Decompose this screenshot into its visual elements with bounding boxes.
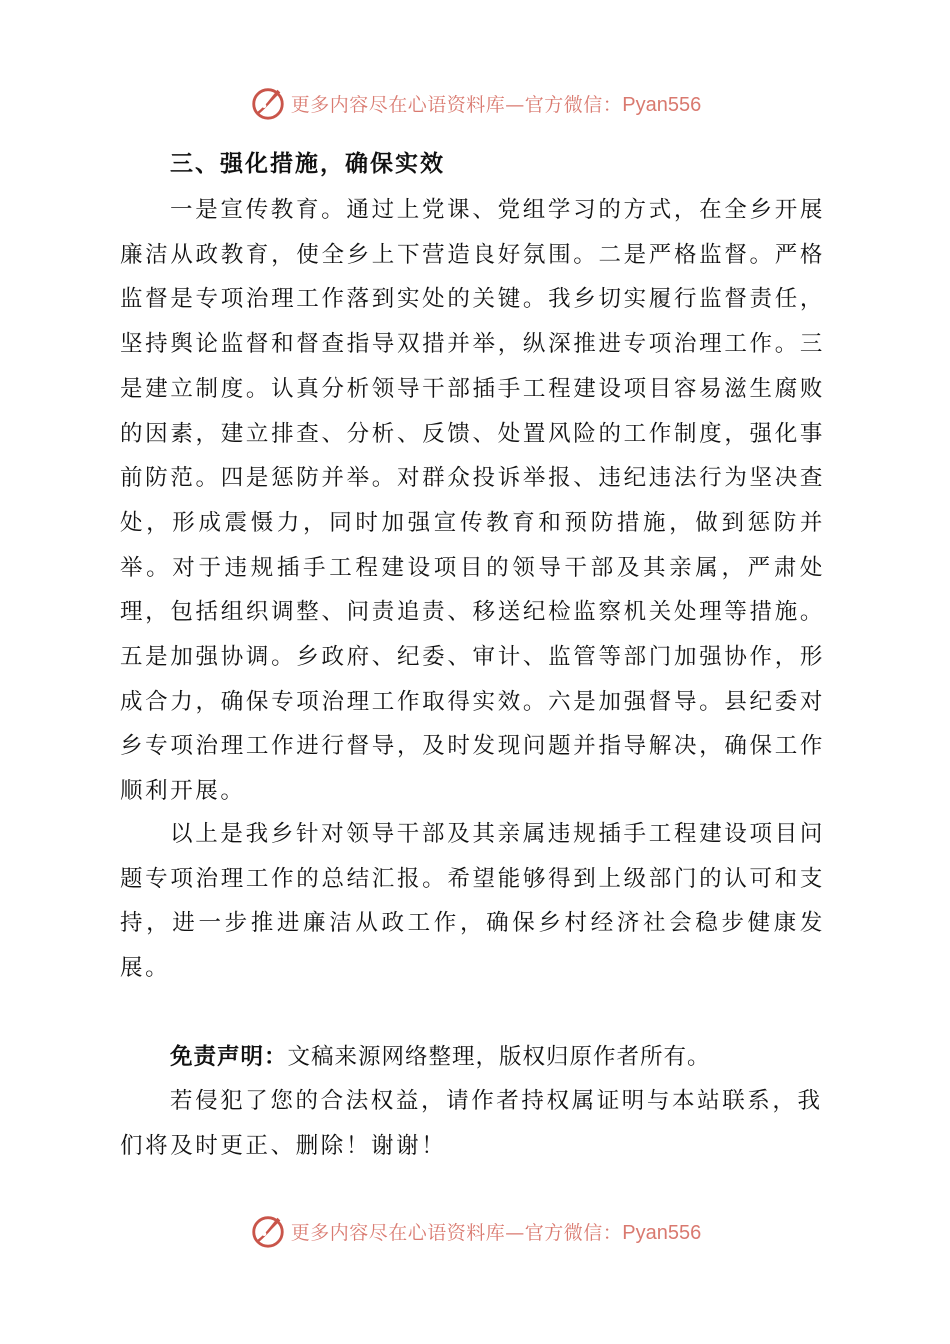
wechat-id: Pyan556: [622, 1221, 702, 1244]
header-watermark: [0, 83, 950, 123]
wechat-id: Pyan556: [622, 93, 702, 116]
watermark-text: 更多内容尽在心语资料库—官方微信：Pyan556: [290, 1221, 702, 1244]
disclaimer-line-2: 若侵犯了您的合法权益，请作者持权属证明与本站联系，我们将及时更正、删除！谢谢！: [120, 1088, 823, 1159]
pen-nib-logo-icon: [249, 1212, 287, 1250]
disclaimer-block: [120, 1035, 825, 1168]
body-paragraph-summary: 以上是我乡针对领导干部及其亲属违规插手工程建设项目问题专项治理工作的总结汇报。希望能够得到上级部门的认可和支持，进一步推进廉洁从政工作，确保乡村经济社会稳步健康发展。: [120, 821, 825, 982]
disclaimer-line-1: [120, 1035, 825, 1079]
footer-watermark: [0, 1211, 950, 1251]
disclaimer-source-text: 文稿来源网络整理，版权归原作者所有。: [287, 1044, 711, 1070]
disclaimer-label: 免责声明：: [170, 1044, 288, 1070]
section-heading: 三、强化措施，确保实效: [170, 150, 445, 177]
body-paragraph-measures: 一是宣传教育。通过上党课、党组学习的方式，在全乡开展廉洁从政教育，使全乡上下营造良好氛围。二是严格监督。严格监督是专项治理工作落到实处的关键。我乡切实履行监督责任，坚持舆论监督和督查指导双措并举，纵深推进专项治理工作。三是建立制度。认真分析领导干部插手工程建设项目容易滋生腐败的因素，建立排查、分析、反馈、处置风险的工作制度，强化事前防范。四是惩防并举。对群众投诉举报、违纪违法行为坚决查处，形成震慑力，同时加强宣传教育和预防措施，做到惩防并举。对于违规插手工程建设项目的领导干部及其亲属，严肃处理，包括组织调整、问责追责、移送纪检监察机关处理等措施。五是加强协调。乡政府、纪委、审计、监管等部门加强协作，形成合力，确保专项治理工作取得实效。六是加强督导。县纪委对乡专项治理工作进行督导，及时发现问题并指导解决，确保工作顺利开展。: [120, 197, 825, 805]
pen-nib-logo-icon: [249, 84, 287, 122]
watermark-text: 更多内容尽在心语资料库—官方微信：Pyan556: [290, 93, 702, 116]
